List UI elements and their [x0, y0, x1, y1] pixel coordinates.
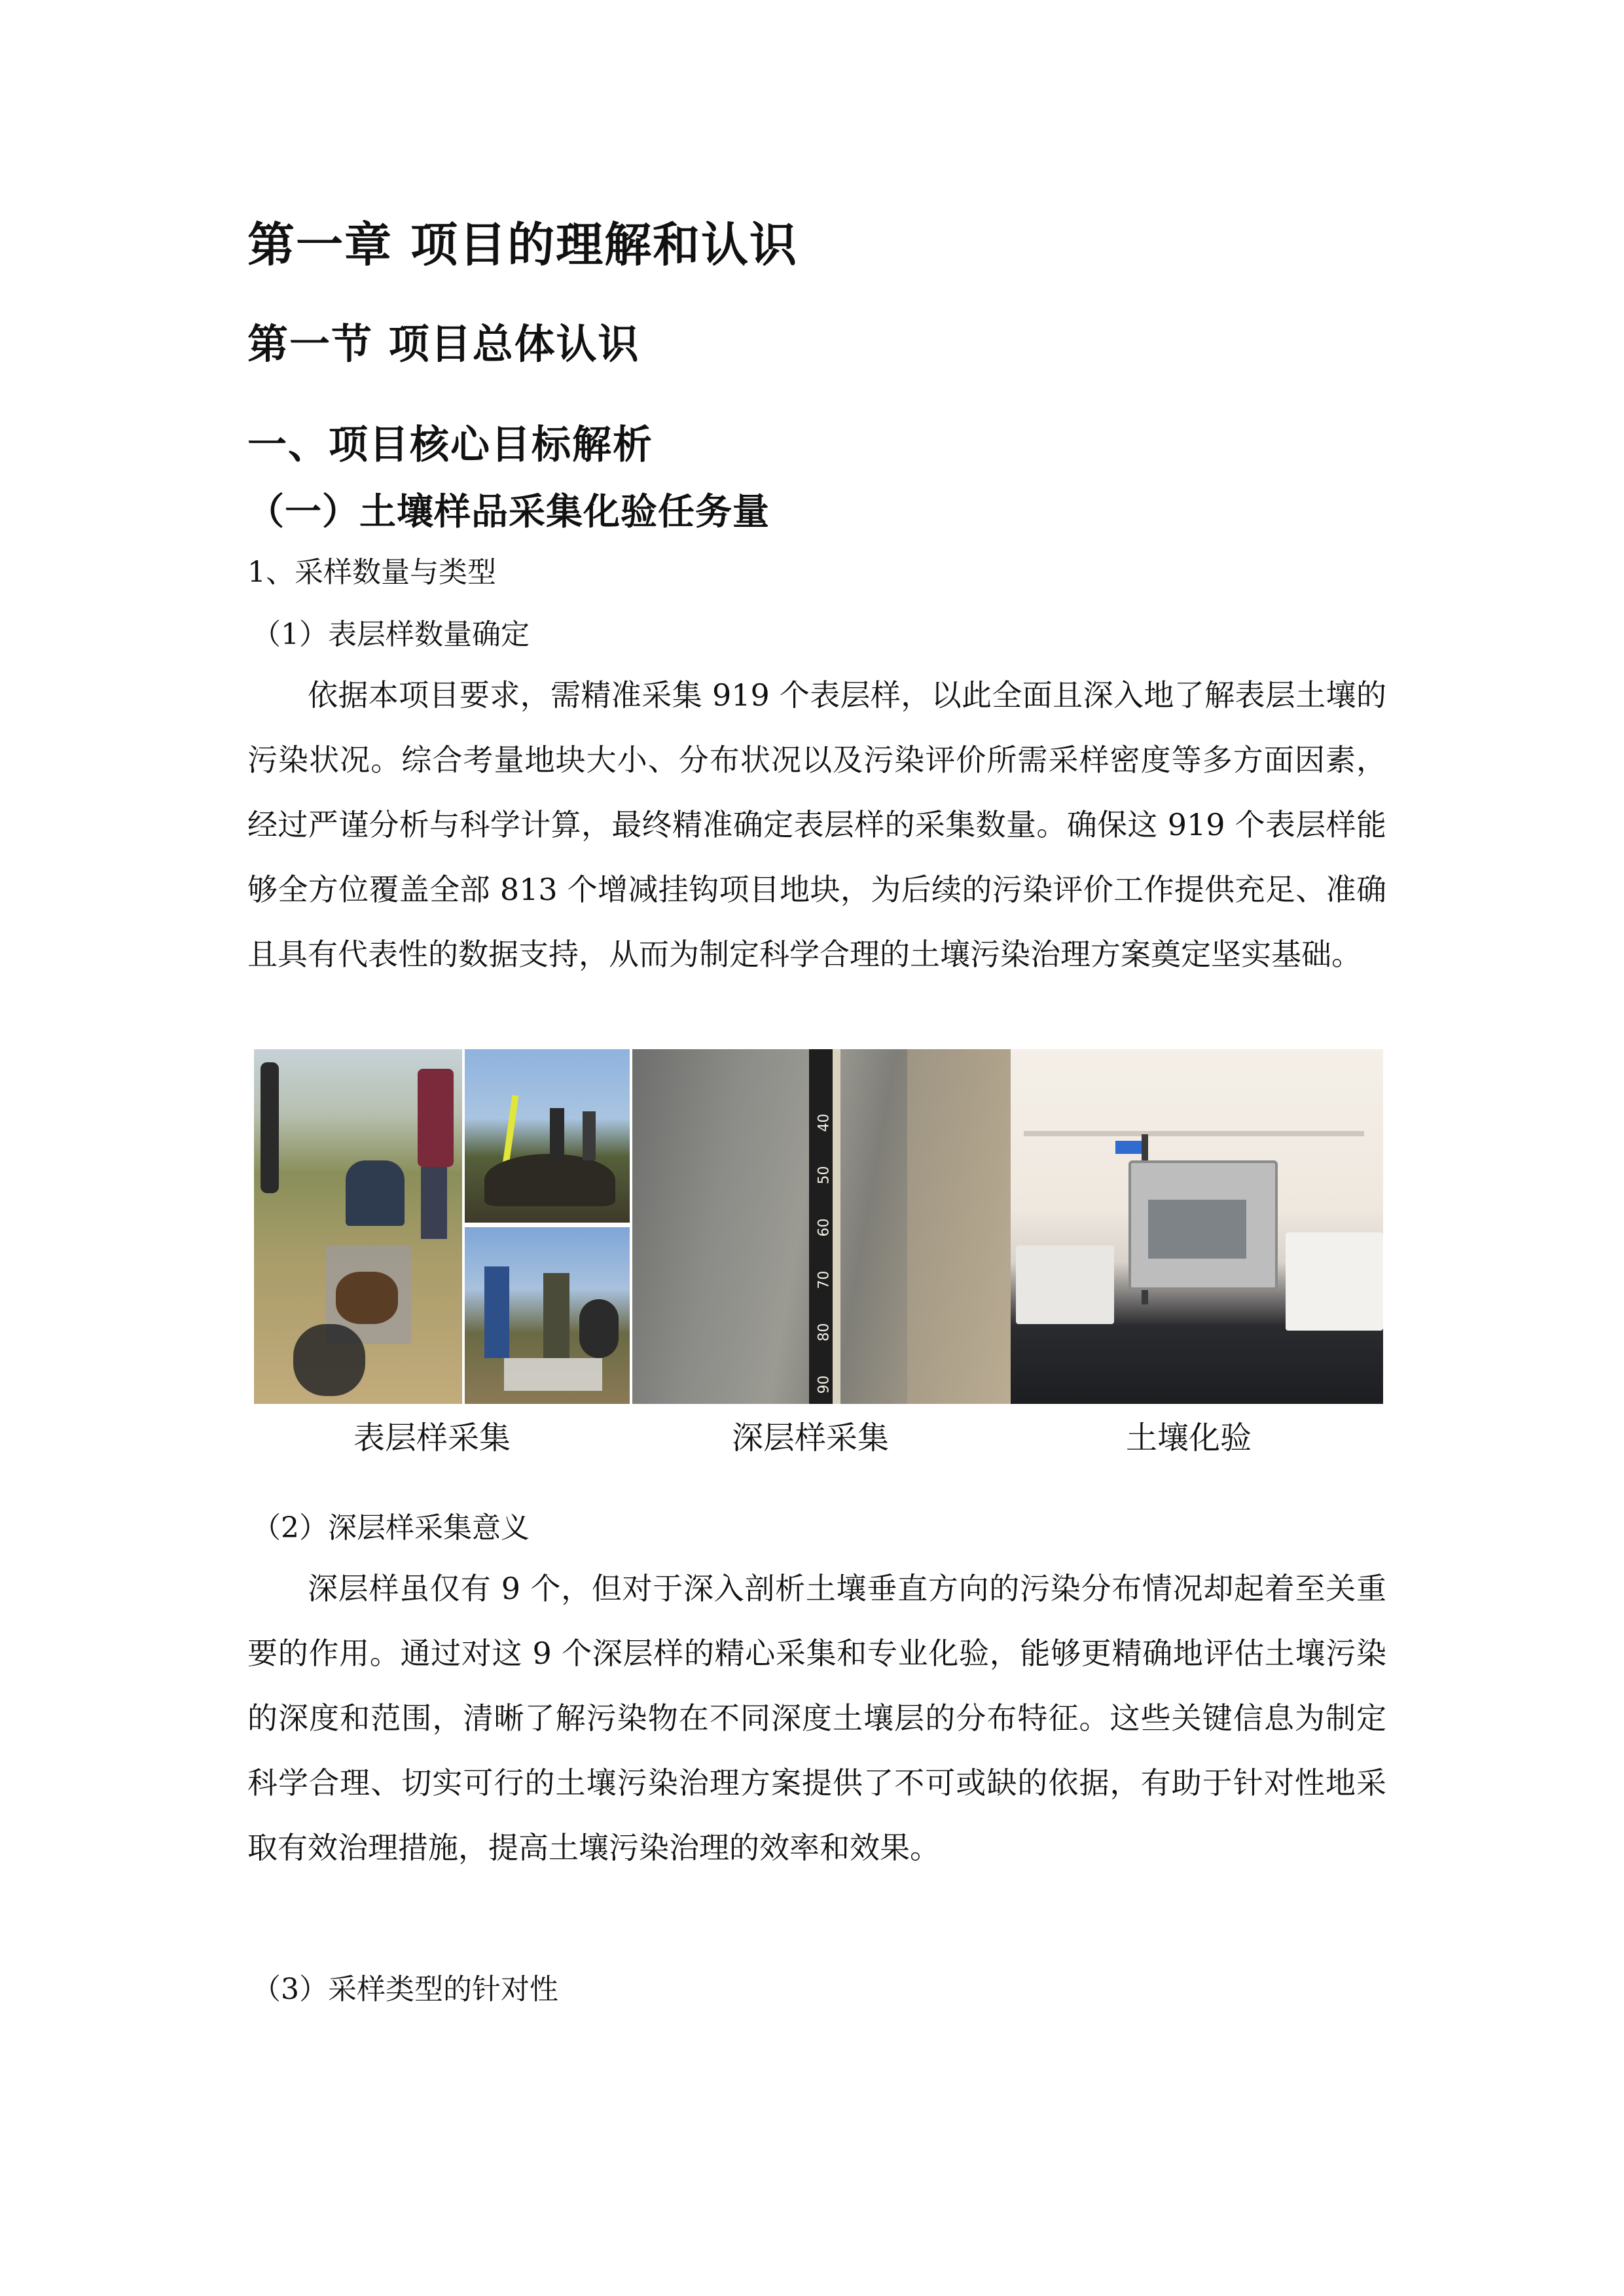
caption-deep-sampling: 深层样采集	[732, 1420, 890, 1456]
ruler-mark: 80	[816, 1323, 833, 1342]
caption-soil-lab: 土壤化验	[1126, 1420, 1252, 1456]
surface-sampling-photo	[254, 1049, 462, 1404]
heading-sampling-quantity: 1、采样数量与类型	[247, 556, 496, 589]
ruler-mark: 40	[816, 1113, 833, 1132]
subheading-deep-sample: （2）深层样采集意义	[252, 1511, 530, 1545]
chapter-title: 第一章 项目的理解和认识	[247, 217, 799, 272]
subheading-surface-sample: （1）表层样数量确定	[252, 618, 530, 651]
heading-objective: 一、项目核心目标解析	[247, 422, 653, 468]
ruler-mark: 90	[816, 1375, 833, 1394]
field-inspection-photo	[465, 1227, 630, 1404]
field-team-photo	[465, 1049, 630, 1223]
ruler-mark: 60	[816, 1218, 833, 1237]
deep-sampling-photo	[632, 1049, 1011, 1404]
sampling-figure	[254, 1049, 1383, 1404]
ruler-mark: 70	[816, 1270, 833, 1289]
soil-lab-photo	[1011, 1049, 1383, 1404]
heading-task-volume: （一）土壤样品采集化验任务量	[247, 491, 770, 533]
ruler-mark: 50	[816, 1166, 833, 1185]
section-title: 第一节 项目总体认识	[247, 320, 640, 368]
caption-surface-sampling: 表层样采集	[353, 1420, 511, 1456]
subheading-sampling-type: （3）采样类型的针对性	[252, 1973, 558, 2006]
paragraph-surface-sample: 依据本项目要求，需精准采集 919 个表层样，以此全面且深入地了解表层土壤的污染状况。综合考量地块大小、分布状况以及污染评价所需采样密度等多方面因素，经过严谨分析与科学计算，最终精准确定表层样的采集数量。确保这 919 个表层样能够全方位覆盖全部 813 个增减挂钩项目地块，为后续的污染评价工作提供充足、准确且具有代表性的数据支持，从而为制定科学合理的土壤污染治理方案奠定坚实基础。	[247, 677, 1386, 972]
paragraph-deep-sample: 深层样虽仅有 9 个，但对于深入剖析土壤垂直方向的污染分布情况却起着至关重要的作用。通过对这 9 个深层样的精心采集和专业化验，能够更精确地评估土壤污染的深度和范围，清晰了解污染物在不同深度土壤层的分布特征。这些关键信息为制定科学合理、切实可行的土壤污染治理方案提供了不可或缺的依据，有助于针对性地采取有效治理措施，提高土壤污染治理的效率和效果。	[247, 1571, 1386, 1865]
